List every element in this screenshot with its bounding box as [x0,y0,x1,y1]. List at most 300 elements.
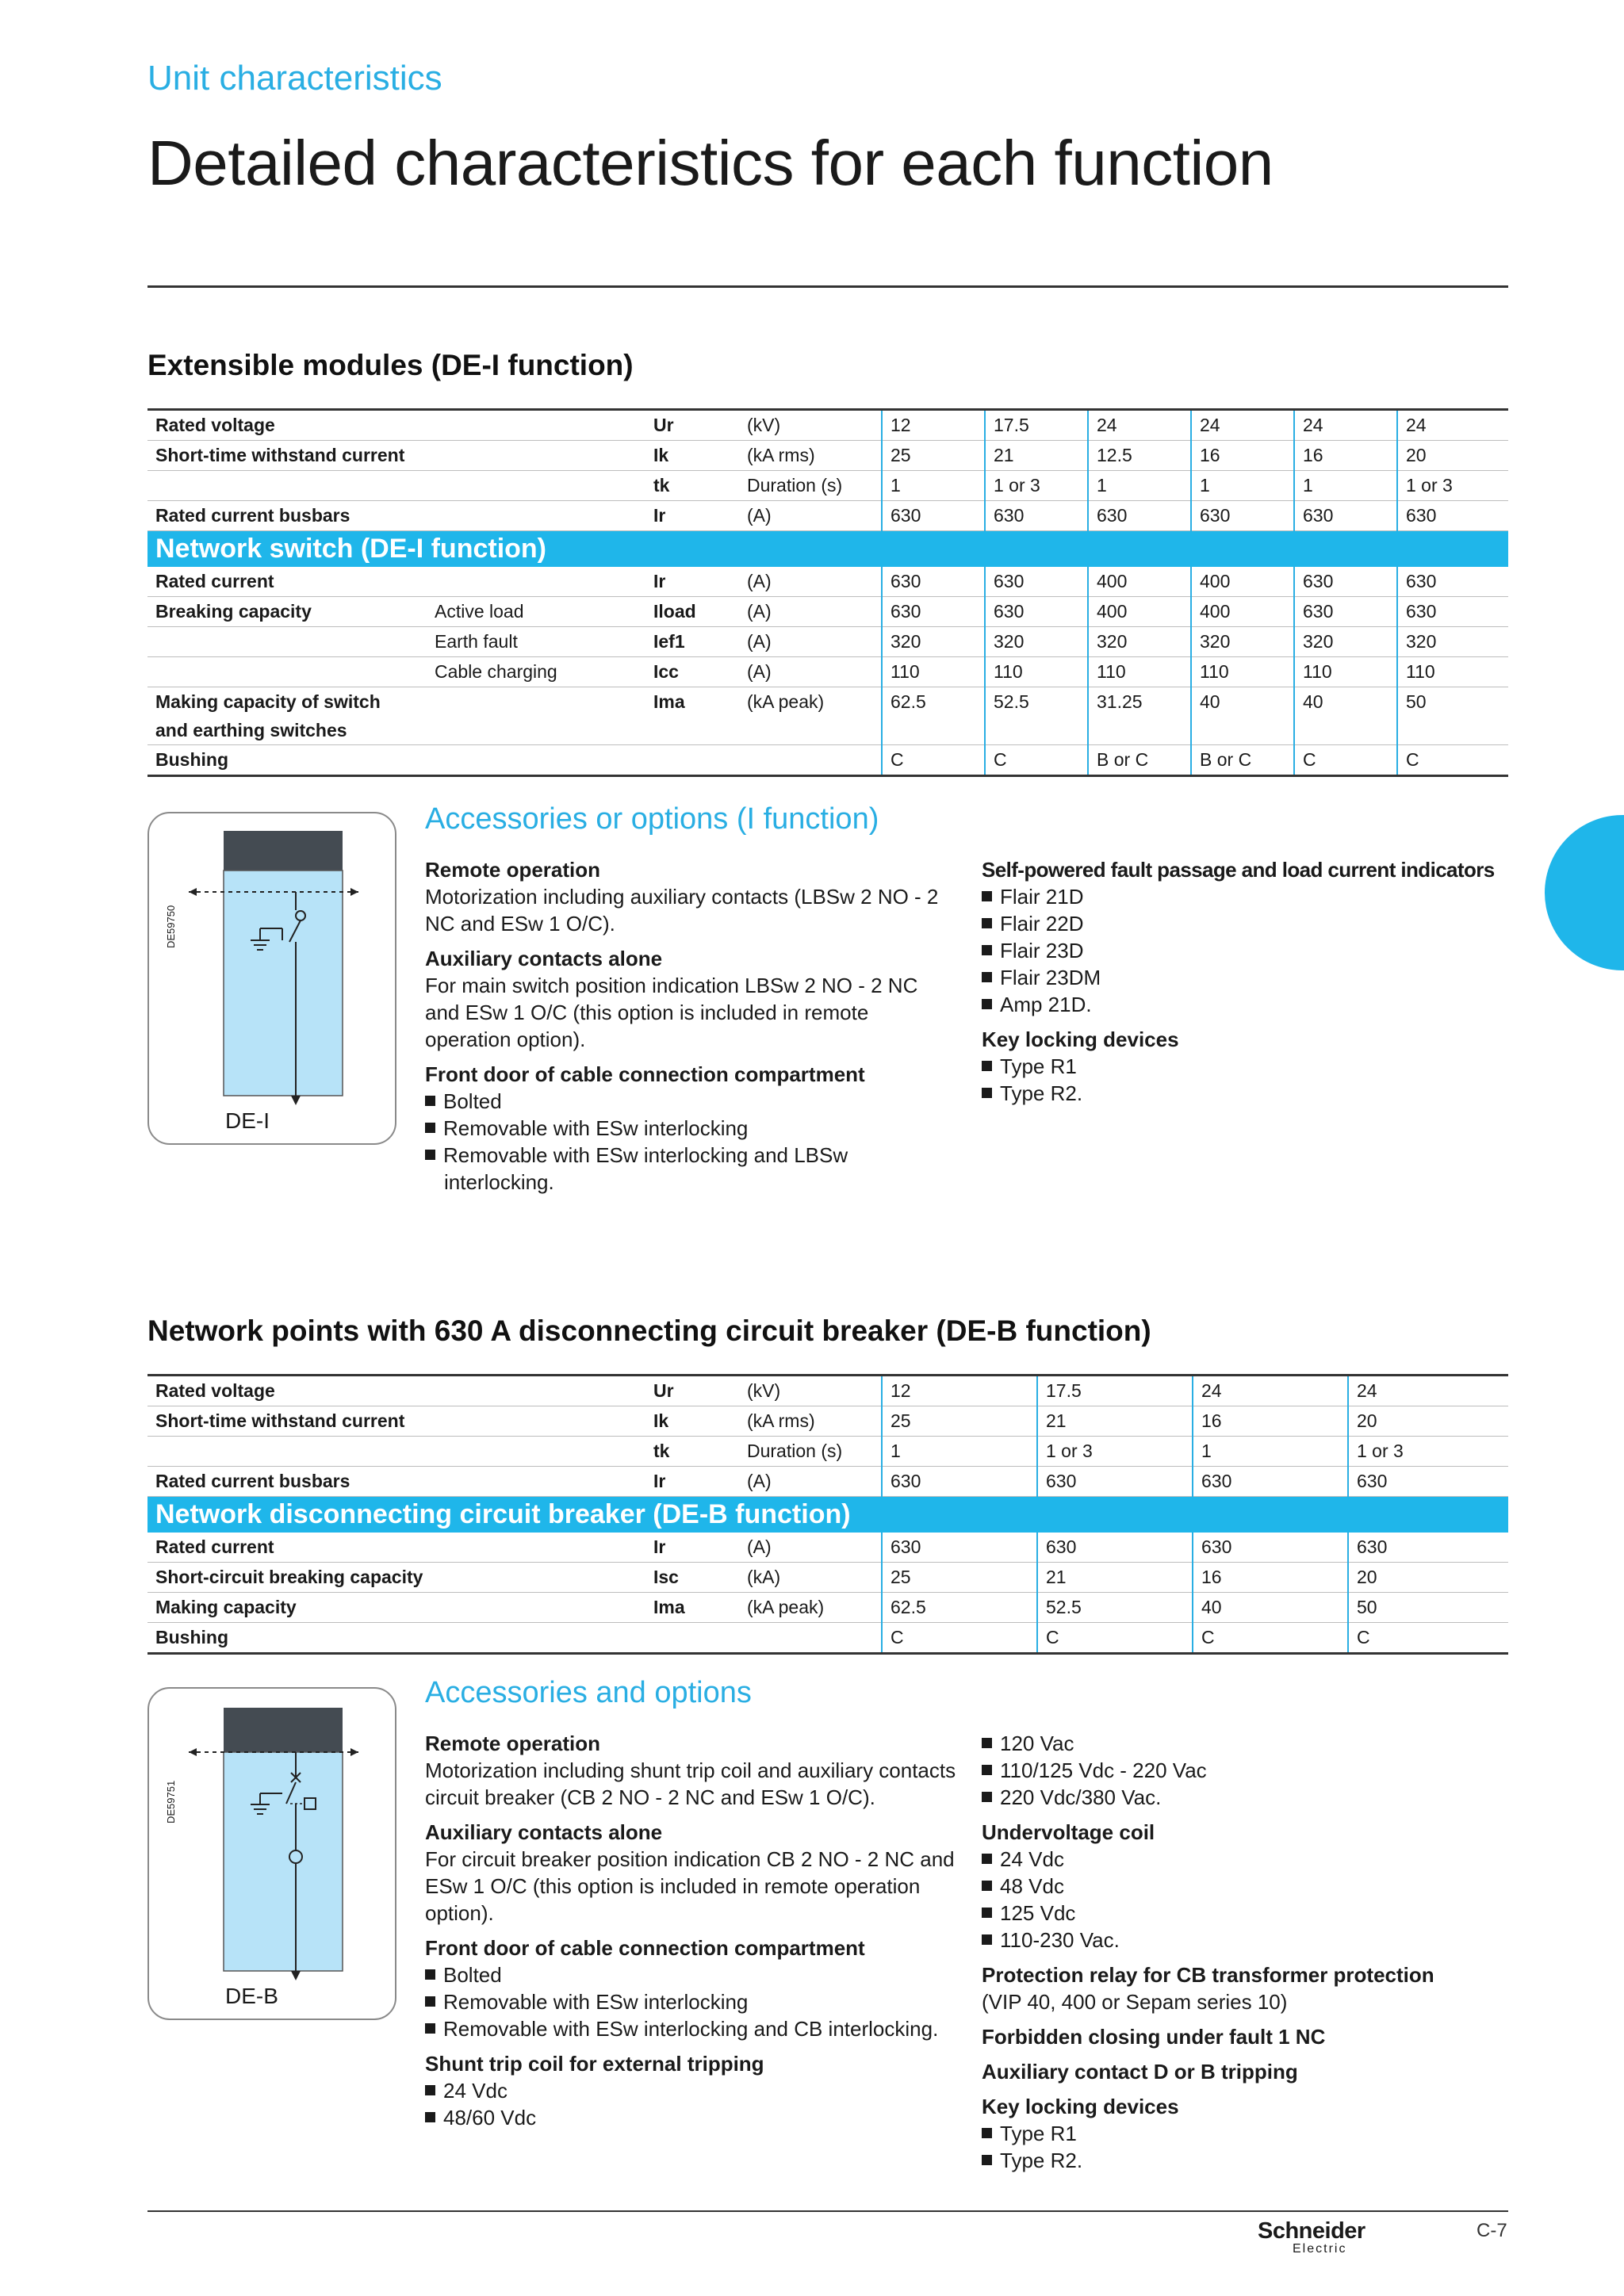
bullet-square-icon [425,1996,435,2007]
table-cell: B or C [1088,745,1191,776]
table-cell: 630 [1294,501,1397,531]
table-cell: 630 [1037,1533,1193,1563]
table-cell: (A) [739,501,882,531]
table-cell: 16 [1191,441,1294,471]
table-row [147,745,1508,776]
undervoltage-heading: Undervoltage coil [982,1820,1155,1844]
list-item [982,910,1508,937]
table-cell: Making capacity [147,1593,645,1623]
table-row [147,410,1508,441]
list-item-text: Flair 23DM [1000,966,1101,989]
table-cell: 40 [1191,687,1294,745]
table-cell: 24 [1088,410,1191,441]
list-item-text: 48/60 Vdc [443,2106,537,2130]
table-cell: 320 [1397,627,1508,657]
aux-contacts-heading: Auxiliary contacts alone [425,947,663,970]
table-cell: Rated voltage [147,410,427,441]
table-cell: Iload [645,597,739,627]
bullet-square-icon [425,2112,435,2122]
aux-contacts-text: For circuit breaker position indication CB 2 NO - 2 NC and ESw 1 O/C (this option is included in remote operation option). [425,1847,955,1925]
table-cell: Ir [645,1533,739,1563]
section2-accessories-right [982,1730,1508,2174]
table-cell: 50 [1397,687,1508,745]
table-cell: 320 [985,627,1088,657]
table-row [147,567,1508,597]
table-cell: 62.5 [882,687,985,745]
list-item [982,1053,1508,1080]
brand-logo: Schneider [1258,2218,1365,2244]
table-cell: 630 [1191,501,1294,531]
table-cell: 1 or 3 [1397,471,1508,501]
list-item-text: 220 Vdc/380 Vac. [1000,1785,1162,1809]
list-item-text: Type R1 [1000,2122,1077,2145]
list-item-text: 48 Vdc [1000,1874,1064,1898]
bullet-square-icon [982,1061,992,1071]
table-cell: 50 [1348,1593,1508,1623]
bullet-square-icon [982,1765,992,1775]
table-row [147,1623,1508,1654]
table-cell: 320 [882,627,985,657]
section1-accessories-left [425,856,956,1196]
table-cell: C [882,1623,1037,1654]
section1-band: Network switch (DE-I function) [147,531,1508,568]
table-cell: C [882,745,985,776]
list-item [425,1142,956,1196]
list-item-text: 120 Vac [1000,1732,1074,1755]
table-cell: 320 [1088,627,1191,657]
table-cell: 25 [882,1563,1037,1593]
table-cell: C [1348,1623,1508,1654]
table-cell [645,1623,739,1654]
shunt-trip-list-continued [982,1730,1508,1811]
page-title: Detailed characteristics for each function [147,128,1274,198]
table-cell: 630 [1088,501,1191,531]
table-cell: 630 [985,567,1088,597]
table-cell: 110 [1088,657,1191,687]
section2-accessories-left [425,1730,956,2131]
list-item-text: Type R2. [1000,2149,1083,2172]
table-cell: 1 [882,1437,1037,1467]
bullet-square-icon [982,1854,992,1864]
list-item [982,991,1508,1018]
list-item [982,883,1508,910]
protection-relay-heading: Protection relay for CB transformer protection [982,1963,1434,1987]
table-row [147,471,1508,501]
table-cell: tk [645,1437,739,1467]
table-cell: 110 [985,657,1088,687]
table-row [147,657,1508,687]
table-cell [147,627,427,657]
bullet-square-icon [982,1881,992,1891]
table-cell: C [1397,745,1508,776]
table-cell: Short-time withstand current [147,441,427,471]
table-cell: C [1037,1623,1193,1654]
table-cell: 630 [1037,1467,1193,1497]
section2-title: Network points with 630 A disconnecting circuit breaker (DE-B function) [147,1314,1151,1347]
table-cell: Rated current [147,567,427,597]
bullet-square-icon [425,1150,435,1160]
section1-accessories-title: Accessories or options (I function) [425,802,879,836]
table-cell: C [1294,745,1397,776]
table-cell: 1 [1191,471,1294,501]
footer-divider [147,2210,1508,2212]
table-cell [427,441,645,471]
list-item-text: Removable with ESw interlocking and LBSw interlocking. [443,1143,848,1194]
table-row [147,1593,1508,1623]
table-cell: Short-circuit breaking capacity [147,1563,645,1593]
list-item [982,1873,1508,1900]
section1-accessories-right [982,856,1508,1107]
list-item-text: Bolted [443,1963,502,1987]
table-cell: (kV) [739,1376,882,1406]
table-cell: 16 [1193,1406,1348,1437]
key-locking-list [982,1053,1508,1107]
bullet-square-icon [982,2155,992,2165]
table-cell: Rated current [147,1533,645,1563]
table-cell: 25 [882,1406,1037,1437]
list-item-text: 110/125 Vdc - 220 Vac [1000,1758,1207,1782]
table-cell: Breaking capacity [147,597,427,627]
table-cell: 400 [1191,567,1294,597]
table-cell: 110 [1191,657,1294,687]
forbidden-closing-heading: Forbidden closing under fault 1 NC [982,2025,1326,2049]
table-cell: tk [645,471,739,501]
table-cell: Duration (s) [739,471,882,501]
table-cell: 24 [1348,1376,1508,1406]
table-cell: Ima [645,687,739,745]
table-cell: 20 [1348,1563,1508,1593]
table-cell: 1 [882,471,985,501]
table-cell: Ir [645,501,739,531]
table-cell: 12 [882,1376,1037,1406]
table-cell: 630 [985,501,1088,531]
table-cell: Isc [645,1563,739,1593]
shunt-trip-heading: Shunt trip coil for external tripping [425,2052,764,2076]
remote-operation-heading: Remote operation [425,858,601,882]
bullet-square-icon [982,945,992,955]
list-item [425,2015,956,2042]
front-door-heading: Front door of cable connection compartment [425,1062,865,1086]
remote-operation-text: Motorization including shunt trip coil and auxiliary contacts circuit breaker (CB 2 NO - 2 NC and ESw 1 O/C). [425,1758,956,1809]
table-cell: Ik [645,441,739,471]
fault-indicators-list [982,883,1508,1018]
table-cell: 21 [1037,1406,1193,1437]
table-cell: 400 [1191,597,1294,627]
table-cell: Active load [427,597,645,627]
list-item-text: Removable with ESw interlocking [443,1116,749,1140]
bullet-square-icon [425,2023,435,2034]
table-cell: 1 [1193,1437,1348,1467]
table-cell: 630 [1193,1467,1348,1497]
bullet-square-icon [982,1908,992,1918]
table-cell: 24 [1193,1376,1348,1406]
bullet-square-icon [982,1792,992,1802]
table-cell: (A) [739,597,882,627]
table-cell: 630 [882,1533,1037,1563]
bullet-square-icon [425,1969,435,1980]
list-item [425,2077,956,2104]
list-item [425,2104,956,2131]
table-cell: 24 [1294,410,1397,441]
table-cell: 110 [882,657,985,687]
table-cell: 630 [985,597,1088,627]
table-row [147,687,1508,745]
table-cell: 21 [1037,1563,1193,1593]
de-i-schematic [149,813,395,1143]
de-b-diagram [147,1687,396,2020]
remote-operation-text: Motorization including auxiliary contacts (LBSw 2 NO - 2 NC and ESw 1 O/C). [425,885,939,936]
table-cell: 630 [882,567,985,597]
de-i-diagram [147,812,396,1145]
table-cell: 24 [1397,410,1508,441]
bullet-square-icon [982,972,992,982]
list-item [982,1730,1508,1757]
table-cell: Bushing [147,1623,645,1654]
table-cell: 630 [1348,1467,1508,1497]
table-cell: 630 [1294,567,1397,597]
table-row [147,1467,1508,1497]
table-cell: (kA) [739,1563,882,1593]
bullet-square-icon [425,2085,435,2095]
section2-spec-table [147,1374,1508,1655]
table-cell: (A) [739,1467,882,1497]
table-cell: 630 [1397,597,1508,627]
table-cell: 52.5 [1037,1593,1193,1623]
list-item-text: 24 Vdc [443,2079,508,2103]
table-cell: 31.25 [1088,687,1191,745]
row-label: Making capacity of switch [155,691,381,712]
table-cell: 320 [1191,627,1294,657]
table-cell: C [985,745,1088,776]
table-cell [147,471,427,501]
row-label-continued: and earthing switches [155,720,347,740]
table-row [147,1406,1508,1437]
list-item-text: 24 Vdc [1000,1847,1064,1871]
table-cell: 630 [882,1467,1037,1497]
table-cell: 20 [1348,1406,1508,1437]
table-cell: 630 [1193,1533,1348,1563]
table-cell: 1 or 3 [985,471,1088,501]
table-cell: 400 [1088,567,1191,597]
table-cell: Rated voltage [147,1376,645,1406]
front-door-list [425,1961,956,2042]
table-cell: 630 [882,597,985,627]
table-cell [427,567,645,597]
list-item [982,937,1508,964]
bullet-square-icon [982,891,992,901]
table-cell [147,687,427,745]
table-cell: (A) [739,627,882,657]
section-subtitle: Unit characteristics [147,59,442,98]
bullet-square-icon [425,1096,435,1106]
chapter-tab [1545,815,1624,970]
table-cell: 1 or 3 [1348,1437,1508,1467]
table-row [147,1533,1508,1563]
table-row [147,501,1508,531]
table-cell: Ur [645,410,739,441]
list-item-text: 110-230 Vac. [1000,1928,1120,1952]
list-item [982,2147,1508,2174]
table-cell [427,745,645,776]
table-cell: Ir [645,1467,739,1497]
list-item-text: Bolted [443,1089,502,1113]
remote-operation-heading: Remote operation [425,1732,601,1755]
list-item [982,1757,1508,1784]
table-cell: Bushing [147,745,427,776]
list-item [982,1846,1508,1873]
table-cell: (kA peak) [739,687,882,745]
table-cell: 16 [1193,1563,1348,1593]
table-cell: 62.5 [882,1593,1037,1623]
list-item [982,1900,1508,1927]
key-locking-list [982,2120,1508,2174]
table-cell: (kA peak) [739,1593,882,1623]
protection-relay-text: (VIP 40, 400 or Sepam series 10) [982,1990,1288,2014]
table-cell: Ur [645,1376,739,1406]
list-item [982,1080,1508,1107]
table-cell: 1 [1088,471,1191,501]
key-locking-heading: Key locking devices [982,2095,1179,2118]
table-cell: 1 or 3 [1037,1437,1193,1467]
table-cell [427,687,645,745]
list-item-text: Removable with ESw interlocking [443,1990,749,2014]
table-cell: 40 [1193,1593,1348,1623]
table-cell: Ief1 [645,627,739,657]
table-cell: 40 [1294,687,1397,745]
undervoltage-list [982,1846,1508,1954]
list-item-text: Type R1 [1000,1054,1077,1078]
table-cell: 21 [985,441,1088,471]
de-b-schematic [149,1689,395,2019]
diagram-label: DE-I [225,1108,270,1133]
table-row [147,1376,1508,1406]
table-cell [645,745,739,776]
table-cell: C [1193,1623,1348,1654]
table-cell: Cable charging [427,657,645,687]
table-cell: 17.5 [985,410,1088,441]
table-cell: (kA rms) [739,1406,882,1437]
table-cell: (A) [739,1533,882,1563]
list-item [425,1088,956,1115]
table-cell [147,657,427,687]
brand-logo-sub: Electric [1293,2242,1347,2256]
table-row [147,441,1508,471]
table-cell: Ima [645,1593,739,1623]
table-cell: 16 [1294,441,1397,471]
table-cell: (A) [739,657,882,687]
list-item-text: Flair 22D [1000,912,1084,936]
list-item-text: Flair 23D [1000,939,1084,962]
table-cell: 17.5 [1037,1376,1193,1406]
table-cell: Ir [645,567,739,597]
list-item [425,1961,956,1988]
list-item [982,1784,1508,1811]
table-cell [427,501,645,531]
section2-accessories-title: Accessories and options [425,1676,752,1709]
table-cell: 110 [1397,657,1508,687]
list-item [982,2120,1508,2147]
bullet-square-icon [982,1088,992,1098]
aux-contacts-heading: Auxiliary contacts alone [425,1820,663,1844]
list-item-text: Flair 21D [1000,885,1084,909]
bullet-square-icon [425,1123,435,1133]
bullet-square-icon [982,918,992,928]
aux-contacts-text: For main switch position indication LBSw 2 NO - 2 NC and ESw 1 O/C (this option is included in remote operation option). [425,974,918,1051]
shunt-trip-list [425,2077,956,2131]
list-item-text: Amp 21D. [1000,993,1092,1016]
aux-contact-tripping-heading: Auxiliary contact D or B tripping [982,2060,1298,2084]
table-row [147,597,1508,627]
diagram-label: DE-B [225,1984,278,2008]
table-cell [427,471,645,501]
front-door-list [425,1088,956,1196]
table-cell: 630 [882,501,985,531]
table-cell: 20 [1397,441,1508,471]
list-item [982,1927,1508,1954]
table-cell [739,745,882,776]
bullet-square-icon [982,1934,992,1945]
diagram-code: DE59751 [165,1780,177,1823]
table-cell: Rated current busbars [147,501,427,531]
table-cell: 24 [1191,410,1294,441]
table-cell [147,1437,645,1467]
table-row [147,1437,1508,1467]
list-item [425,1988,956,2015]
table-row [147,627,1508,657]
key-locking-heading: Key locking devices [982,1027,1179,1051]
fault-indicators-heading: Self-powered fault passage and load current indicators [982,858,1495,882]
table-cell: Ik [645,1406,739,1437]
bullet-square-icon [982,2128,992,2138]
table-cell: (kV) [739,410,882,441]
table-cell: 110 [1294,657,1397,687]
table-cell: 400 [1088,597,1191,627]
table-cell: (A) [739,567,882,597]
table-cell: 630 [1294,597,1397,627]
table-cell: (kA rms) [739,441,882,471]
table-cell: 12.5 [1088,441,1191,471]
table-cell: 630 [1397,501,1508,531]
table-cell: 52.5 [985,687,1088,745]
table-cell: 630 [1348,1533,1508,1563]
list-item-text: 125 Vdc [1000,1901,1076,1925]
table-cell: 630 [1397,567,1508,597]
table-cell: Earth fault [427,627,645,657]
table-cell: 12 [882,410,985,441]
section1-spec-table [147,408,1508,777]
table-cell: 1 [1294,471,1397,501]
bullet-square-icon [982,999,992,1009]
list-item-text: Type R2. [1000,1081,1083,1105]
bullet-square-icon [982,1738,992,1748]
title-divider [147,285,1508,288]
section2-band: Network disconnecting circuit breaker (DE-B function) [147,1497,1508,1533]
table-cell: 320 [1294,627,1397,657]
table-cell: Duration (s) [739,1437,882,1467]
table-cell: Rated current busbars [147,1467,645,1497]
diagram-code: DE59750 [165,905,177,948]
list-item [982,964,1508,991]
table-row [147,1563,1508,1593]
table-cell [427,410,645,441]
list-item-text: Removable with ESw interlocking and CB interlocking. [443,2017,939,2041]
table-cell [739,1623,882,1654]
table-cell: B or C [1191,745,1294,776]
table-cell: Icc [645,657,739,687]
front-door-heading: Front door of cable connection compartment [425,1936,865,1960]
table-cell: Short-time withstand current [147,1406,645,1437]
section1-title: Extensible modules (DE-I function) [147,349,634,381]
